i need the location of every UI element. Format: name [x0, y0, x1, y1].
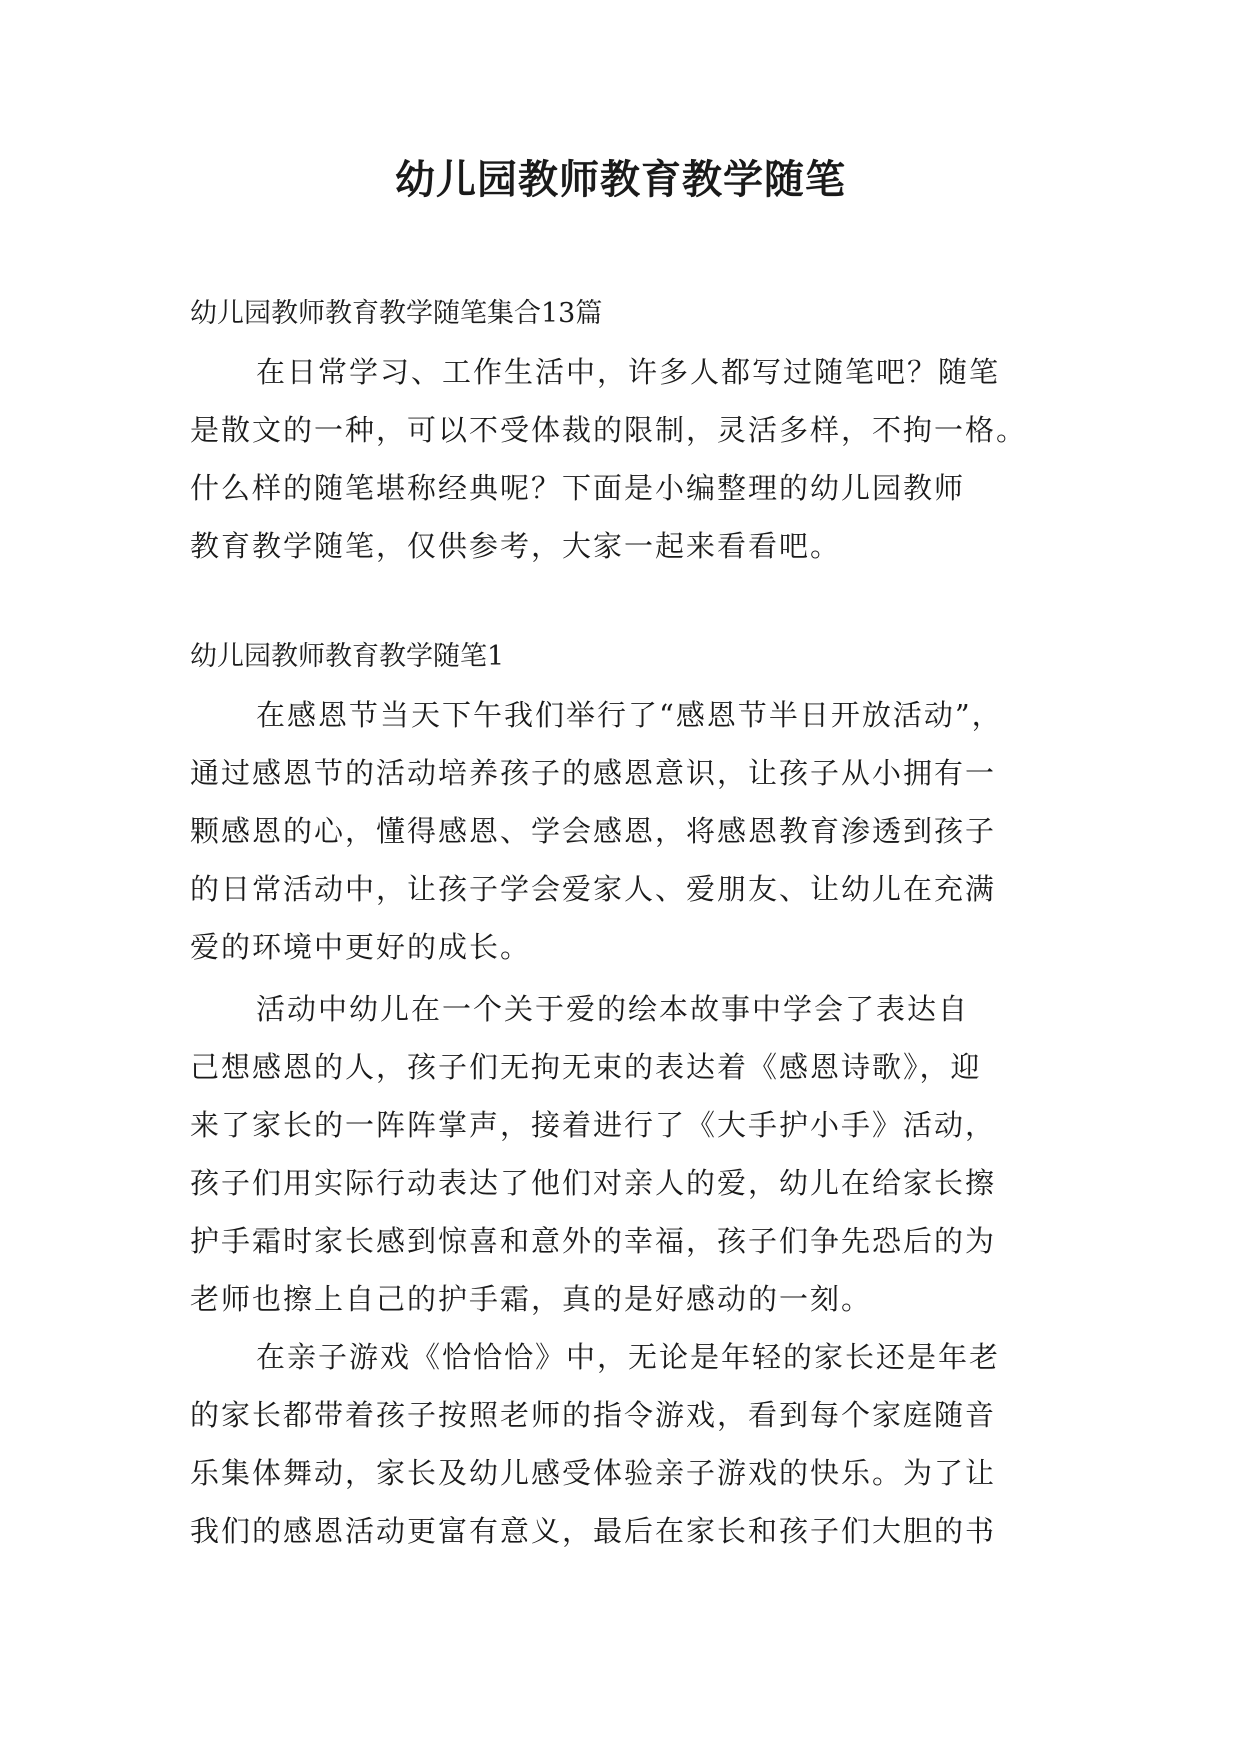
intro-paragraph	[190, 343, 1070, 575]
paragraph-line: 通过感恩节的活动培养孩子的感恩意识，让孩子从小拥有一	[190, 756, 997, 790]
paragraph-line: 在亲子游戏《恰恰恰》中，无论是年轻的家长还是年老	[256, 1340, 1001, 1374]
paragraph-line: 我们的感恩活动更富有意义，最后在家长和孩子们大胆的书	[190, 1514, 997, 1548]
paragraph-line: 爱的环境中更好的成长。	[190, 930, 532, 964]
paragraph-line: 的日常活动中，让孩子学会爱家人、爱朋友、让幼儿在充满	[190, 872, 997, 906]
section-1-paragraph-3	[190, 1328, 1070, 1560]
paragraph-line: 来了家长的一阵阵掌声，接着进行了《大手护小手》活动，	[190, 1108, 997, 1142]
collection-heading: 幼儿园教师教育教学随笔集合13篇	[190, 298, 603, 329]
paragraph-line: 乐集体舞动，家长及幼儿感受体验亲子游戏的快乐。为了让	[190, 1456, 997, 1490]
paragraph-line: 己想感恩的人，孩子们无拘无束的表达着《感恩诗歌》，迎	[190, 1050, 982, 1084]
document-title: 幼儿园教师教育教学随笔	[395, 157, 846, 203]
intro-line: 是散文的一种，可以不受体裁的限制，灵活多样，不拘一格。	[190, 413, 1028, 447]
paragraph-line: 老师也擦上自己的护手霜，真的是好感动的一刻。	[190, 1282, 873, 1316]
paragraph-line: 活动中幼儿在一个关于爱的绘本故事中学会了表达自	[256, 992, 970, 1026]
section-1-heading: 幼儿园教师教育教学随笔1	[190, 641, 505, 672]
paragraph-line: 在感恩节当天下午我们举行了“感恩节半日开放活动”，	[256, 698, 1003, 732]
section-1-paragraph-1	[190, 686, 1070, 976]
intro-line: 在日常学习、工作生活中，许多人都写过随笔吧？随笔	[256, 355, 1001, 389]
paragraph-line: 孩子们用实际行动表达了他们对亲人的爱，幼儿在给家长擦	[190, 1166, 997, 1200]
section-1-paragraph-2	[190, 980, 1070, 1328]
paragraph-line: 颗感恩的心，懂得感恩、学会感恩，将感恩教育渗透到孩子	[190, 814, 997, 848]
intro-line: 什么样的随笔堪称经典呢？下面是小编整理的幼儿园教师	[190, 471, 966, 505]
paragraph-line: 护手霜时家长感到惊喜和意外的幸福，孩子们争先恐后的为	[190, 1224, 997, 1258]
paragraph-line: 的家长都带着孩子按照老师的指令游戏，看到每个家庭随音	[190, 1398, 997, 1432]
intro-line: 教育教学随笔，仅供参考，大家一起来看看吧。	[190, 529, 842, 563]
